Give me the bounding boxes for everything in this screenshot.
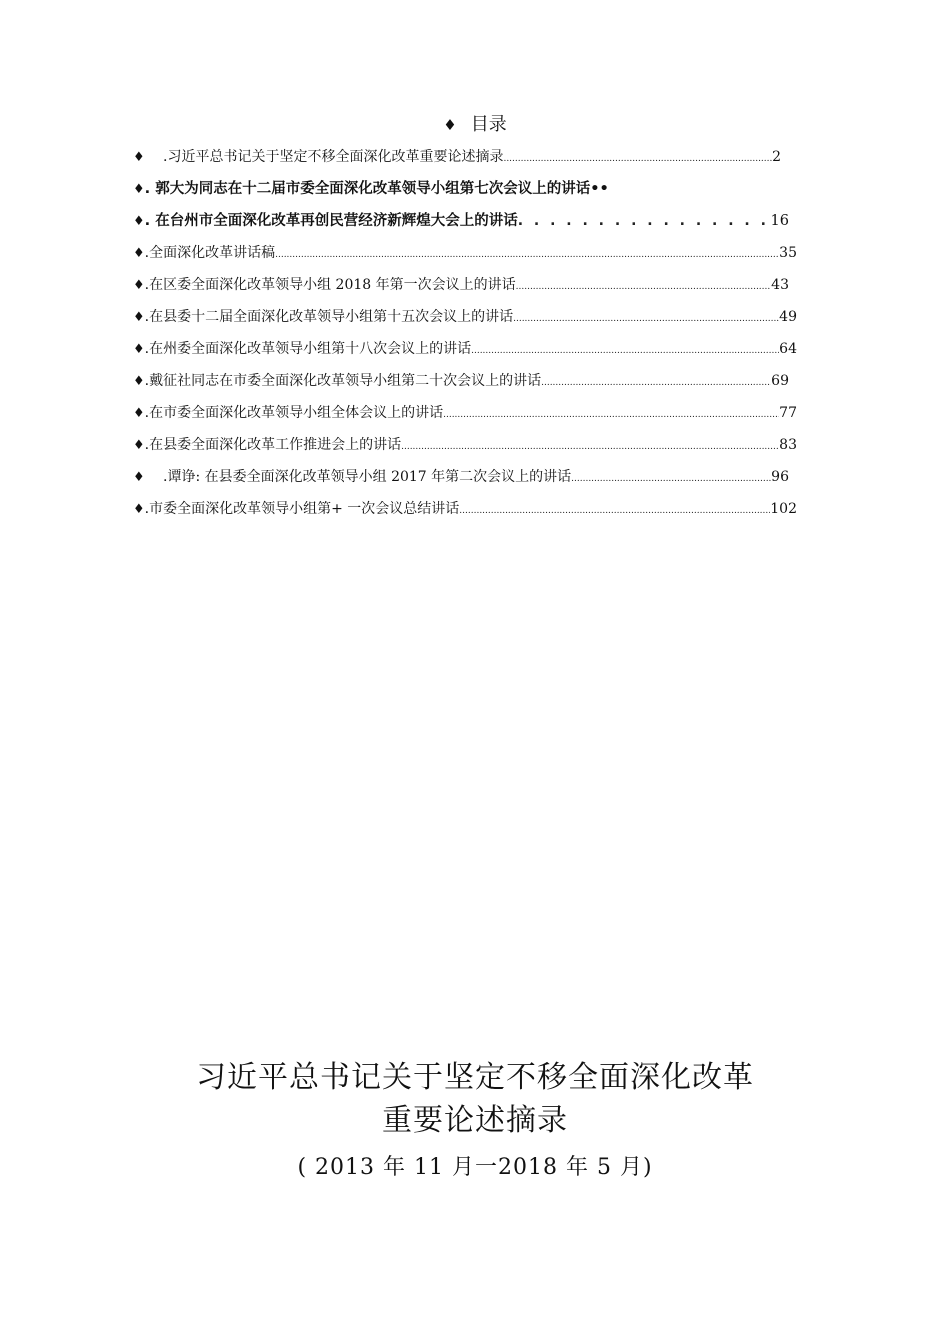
- diamond-bullet-icon: ♦: [133, 406, 145, 421]
- toc-entry-11[interactable]: [133, 466, 789, 488]
- diamond-bullet-icon: ♦: [443, 116, 457, 134]
- toc-entry-title: .谭诤: 在县委全面深化改革领导小组 2017 年第二次会议上的讲话: [163, 469, 572, 485]
- dot-leader: [459, 500, 770, 522]
- dot-leader: [443, 404, 779, 426]
- toc-entry-page: 83: [779, 437, 797, 453]
- diamond-bullet-icon: ♦: [133, 470, 145, 485]
- toc-entry-8[interactable]: [133, 370, 789, 392]
- toc-entry-title: .在市委全面深化改革领导小组全体会议上的讲话: [144, 405, 444, 421]
- article-date-range: ( 2013 年 11 月一2018 年 5 月): [297, 1155, 653, 1180]
- toc-entry-page: 49: [779, 309, 797, 325]
- toc-entry-title: .在县委十二届全面深化改革领导小组第十五次会议上的讲话: [144, 309, 514, 325]
- toc-entry-page: 2: [772, 149, 781, 165]
- diamond-bullet-icon: ♦: [133, 310, 145, 325]
- toc-entry-page: 35: [779, 245, 797, 261]
- toc-entry-page: 64: [779, 341, 797, 357]
- toc-entry-page: 102: [770, 501, 797, 517]
- diamond-bullet-icon: ♦: [133, 374, 145, 389]
- toc-entry-title: .在县委全面深化改革工作推进会上的讲话: [144, 437, 402, 453]
- toc-entry-title: .在区委全面深化改革领导小组 2018 年第一次会议上的讲话: [144, 277, 516, 293]
- toc-entry-1[interactable]: [133, 146, 781, 168]
- toc-entry-title: . 郭大为同志在十二届市委全面深化改革领导小组第七次会议上的讲话••: [144, 181, 609, 197]
- toc-entry-title: .戴征社同志在市委全面深化改革领导小组第二十次会议上的讲话: [144, 373, 542, 389]
- toc-entry-title: . 在台州市全面深化改革再创民营经济新辉煌大会上的讲话: [144, 213, 518, 229]
- toc-entry-page: 69: [771, 373, 789, 389]
- diamond-bullet-icon: ♦: [133, 214, 145, 229]
- dot-leader: [571, 468, 771, 490]
- diamond-bullet-icon: ♦: [133, 150, 145, 165]
- article-title-line-1: 习近平总书记关于坚定不移全面深化改革: [196, 1060, 754, 1095]
- toc-entry-3[interactable]: [133, 210, 789, 232]
- diamond-bullet-icon: ♦: [133, 342, 145, 357]
- toc-entry-2[interactable]: [133, 178, 609, 200]
- diamond-bullet-icon: ♦: [133, 502, 145, 517]
- dot-leader: [471, 340, 779, 362]
- article-title-line-2: 重要论述摘录: [382, 1103, 568, 1138]
- toc-entry-title: .全面深化改革讲话稿: [144, 245, 276, 261]
- toc-entry-12[interactable]: [133, 498, 797, 520]
- dot-leader: [541, 372, 771, 394]
- toc-entry-4[interactable]: [133, 242, 797, 264]
- diamond-bullet-icon: ♦: [133, 438, 145, 453]
- toc-entry-6[interactable]: [133, 306, 797, 328]
- dot-leader: [516, 276, 772, 298]
- dot-leader: [513, 308, 779, 330]
- toc-entry-page: 16: [770, 213, 789, 229]
- toc-entry-page: 77: [779, 405, 797, 421]
- toc-entry-7[interactable]: [133, 338, 797, 360]
- toc-entry-title: .在州委全面深化改革领导小组第十八次会议上的讲话: [144, 341, 472, 357]
- toc-entry-title: .市委全面深化改革领导小组第+ 一次会议总结讲话: [144, 501, 460, 517]
- diamond-bullet-icon: ♦: [133, 182, 145, 197]
- diamond-bullet-icon: ♦: [133, 278, 145, 293]
- toc-entry-10[interactable]: [133, 434, 797, 456]
- dot-leader: [401, 436, 779, 458]
- dot-leader: [518, 210, 771, 232]
- toc-entry-title: .习近平总书记关于坚定不移全面深化改革重要论述摘录: [163, 149, 504, 165]
- toc-entry-page: 96: [771, 469, 789, 485]
- toc-heading: [0, 113, 950, 137]
- dot-leader: [275, 244, 779, 266]
- dot-leader: [503, 148, 772, 170]
- diamond-bullet-icon: ♦: [133, 246, 145, 261]
- toc-heading-label: 目录: [470, 114, 507, 135]
- toc-entry-5[interactable]: [133, 274, 789, 296]
- toc-entry-9[interactable]: [133, 402, 797, 424]
- toc-entry-page: 43: [771, 277, 789, 293]
